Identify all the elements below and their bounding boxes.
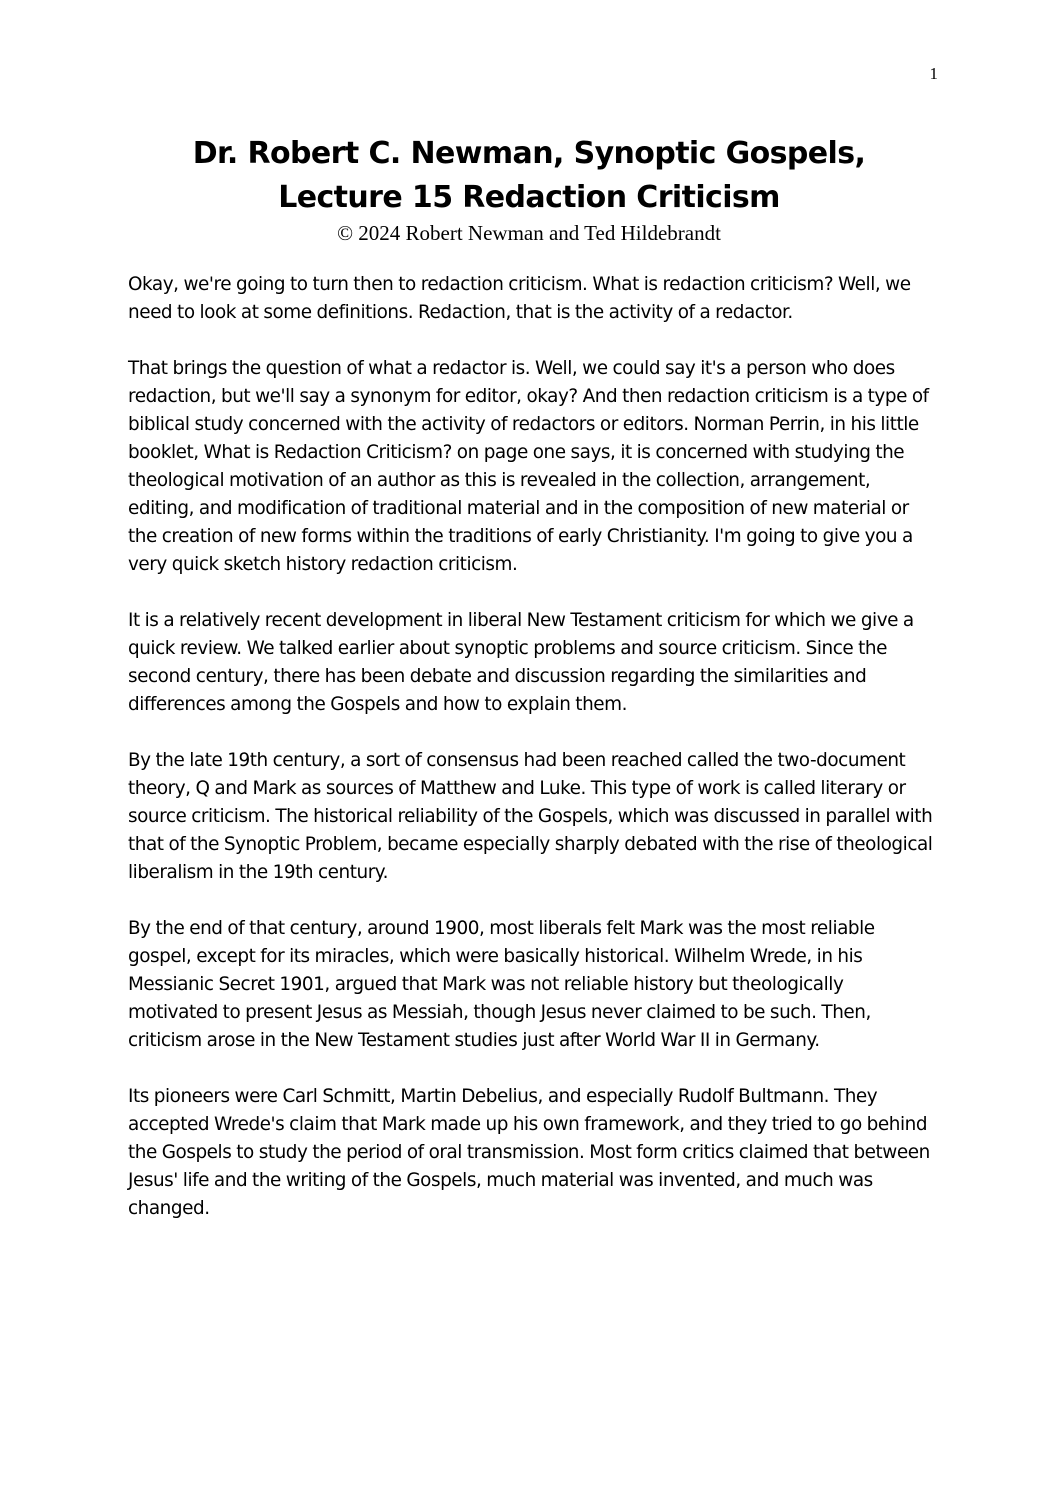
paragraph: Okay, we're going to turn then to redaction criticism. What is redaction criticism? Well, we need to look at some definitions. Redaction, that is the activity of a redactor. (128, 274, 911, 323)
lecture-body (128, 271, 934, 1251)
paragraph: Its pioneers were Carl Schmitt, Martin Debelius, and especially Rudolf Bultmann. They accepted Wrede's claim that Mark made up his own framework, and they tried to go behind the Gospels to study the period of oral transmission. Most form critics claimed that between Jesus' life and the writing of the Gospels, much material was invented, and much was changed. (128, 1086, 930, 1219)
paragraph: That brings the question of what a redactor is. Well, we could say it's a person who does redaction, but we'll say a synonym for editor, okay? And then redaction criticism is a type of biblical study concerned with the activity of redactors or editors. Norman Perrin, in his little booklet, What is Redaction Criticism? on page one says, it is concerned with studying the theological motivation of an author as this is revealed in the collection, arrangement, editing, and modification of traditional material and in the composition of new material or the creation of new forms within the traditions of early Christianity. I'm going to give you a very quick sketch history redaction criticism. (128, 358, 929, 575)
paragraph: By the late 19th century, a sort of consensus had been reached called the two-document theory, Q and Mark as sources of Matthew and Luke. This type of work is called literary or source criticism. The historical reliability of the Gospels, which was discussed in parallel with that of the Synoptic Problem, became especially sharply debated with the rise of theological liberalism in the 19th century. (128, 750, 933, 883)
page-title-line-2: Lecture 15 Redaction Criticism (278, 180, 780, 215)
copyright-notice: © 2024 Robert Newman and Ted Hildebrandt (337, 221, 721, 245)
page-title-line-1: Dr. Robert C. Newman, Synoptic Gospels, (192, 136, 866, 171)
title-block (0, 132, 1058, 246)
paragraph: It is a relatively recent development in liberal New Testament criticism for which we give a quick review. We talked earlier about synoptic problems and source criticism. Since the second century, there has been debate and discussion regarding the similarities and differences among the Gospels and how to explain them. (128, 610, 914, 715)
paragraph: By the end of that century, around 1900, most liberals felt Mark was the most reliable gospel, except for its miracles, which were basically historical. Wilhelm Wrede, in his Messianic Secret 1901, argued that Mark was not reliable history but theologically motivated to present Jesus as Messiah, though Jesus never claimed to be such. Then, criticism arose in the New Testament studies just after World War II in Germany. (128, 918, 875, 1051)
page-number: 1 (929, 64, 938, 83)
